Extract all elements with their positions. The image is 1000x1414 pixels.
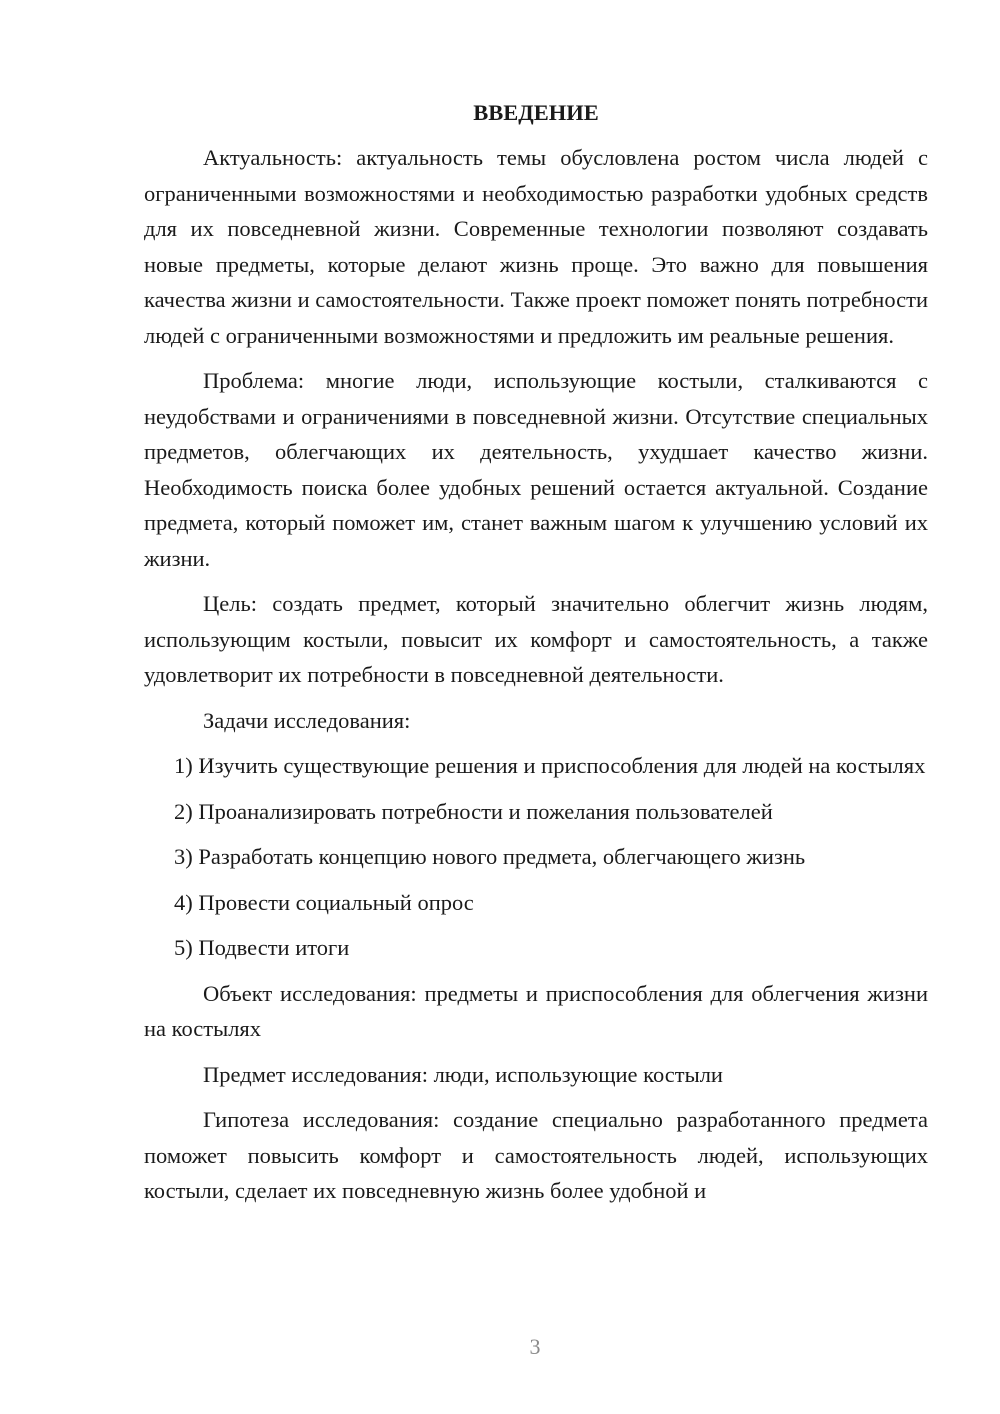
- section-title: ВВЕДЕНИЕ: [473, 100, 599, 125]
- research-object-paragraph: Объект исследования: предметы и приспособления для облегчения жизни на костылях: [144, 980, 928, 1041]
- task-item-3: 3) Разработать концепцию нового предмета, облегчающего жизнь: [174, 844, 806, 869]
- research-subject-paragraph: Предмет исследования: люди, использующие костыли: [203, 1061, 723, 1087]
- problem-paragraph: Проблема: многие люди, использующие костыли, сталкиваются с неудобствами и ограничениями в повседневной жизни. Отсутствие специальных предметов, облегчающих их деятельность, ухудшает качество жизни. Необходимость поиска более удобных решений остается актуальной. Создание предмета, который поможет им, станет важным шагом к улучшению условий их жизни.: [144, 368, 928, 571]
- task-item-4: 4) Провести социальный опрос: [174, 889, 474, 915]
- page-content: [144, 96, 928, 1219]
- page-number: 3: [529, 1334, 541, 1359]
- goal-paragraph: Цель: создать предмет, который значительно облегчит жизнь людям, использующим костыли, повысит их комфорт и самостоятельность, а также удовлетворит их потребности в повседневной деятельности.: [144, 591, 928, 687]
- task-item-2: 2) Проанализировать потребности и пожелания пользователей: [174, 798, 773, 824]
- tasks-heading: Задачи исследования:: [203, 707, 411, 733]
- task-item-1: 1) Изучить существующие решения и приспособления для людей на костылях: [174, 753, 926, 778]
- hypothesis-paragraph: Гипотеза исследования: создание специально разработанного предмета поможет повысить комфорт и самостоятельность людей, использующих костыли, сделает их повседневную жизнь более удобной и: [144, 1107, 928, 1203]
- relevance-paragraph: Актуальность: актуальность темы обусловлена ростом числа людей с ограниченными возможностями и необходимостью разработки удобных средств для их повседневной жизни. Современные технологии позволяют создавать новые предметы, которые делают жизнь проще. Это важно для повышения качества жизни и самостоятельности. Также проект поможет понять потребности людей с ограниченными возможностями и предложить им реальные решения.: [144, 145, 928, 348]
- task-item-5: 5) Подвести итоги: [174, 935, 350, 960]
